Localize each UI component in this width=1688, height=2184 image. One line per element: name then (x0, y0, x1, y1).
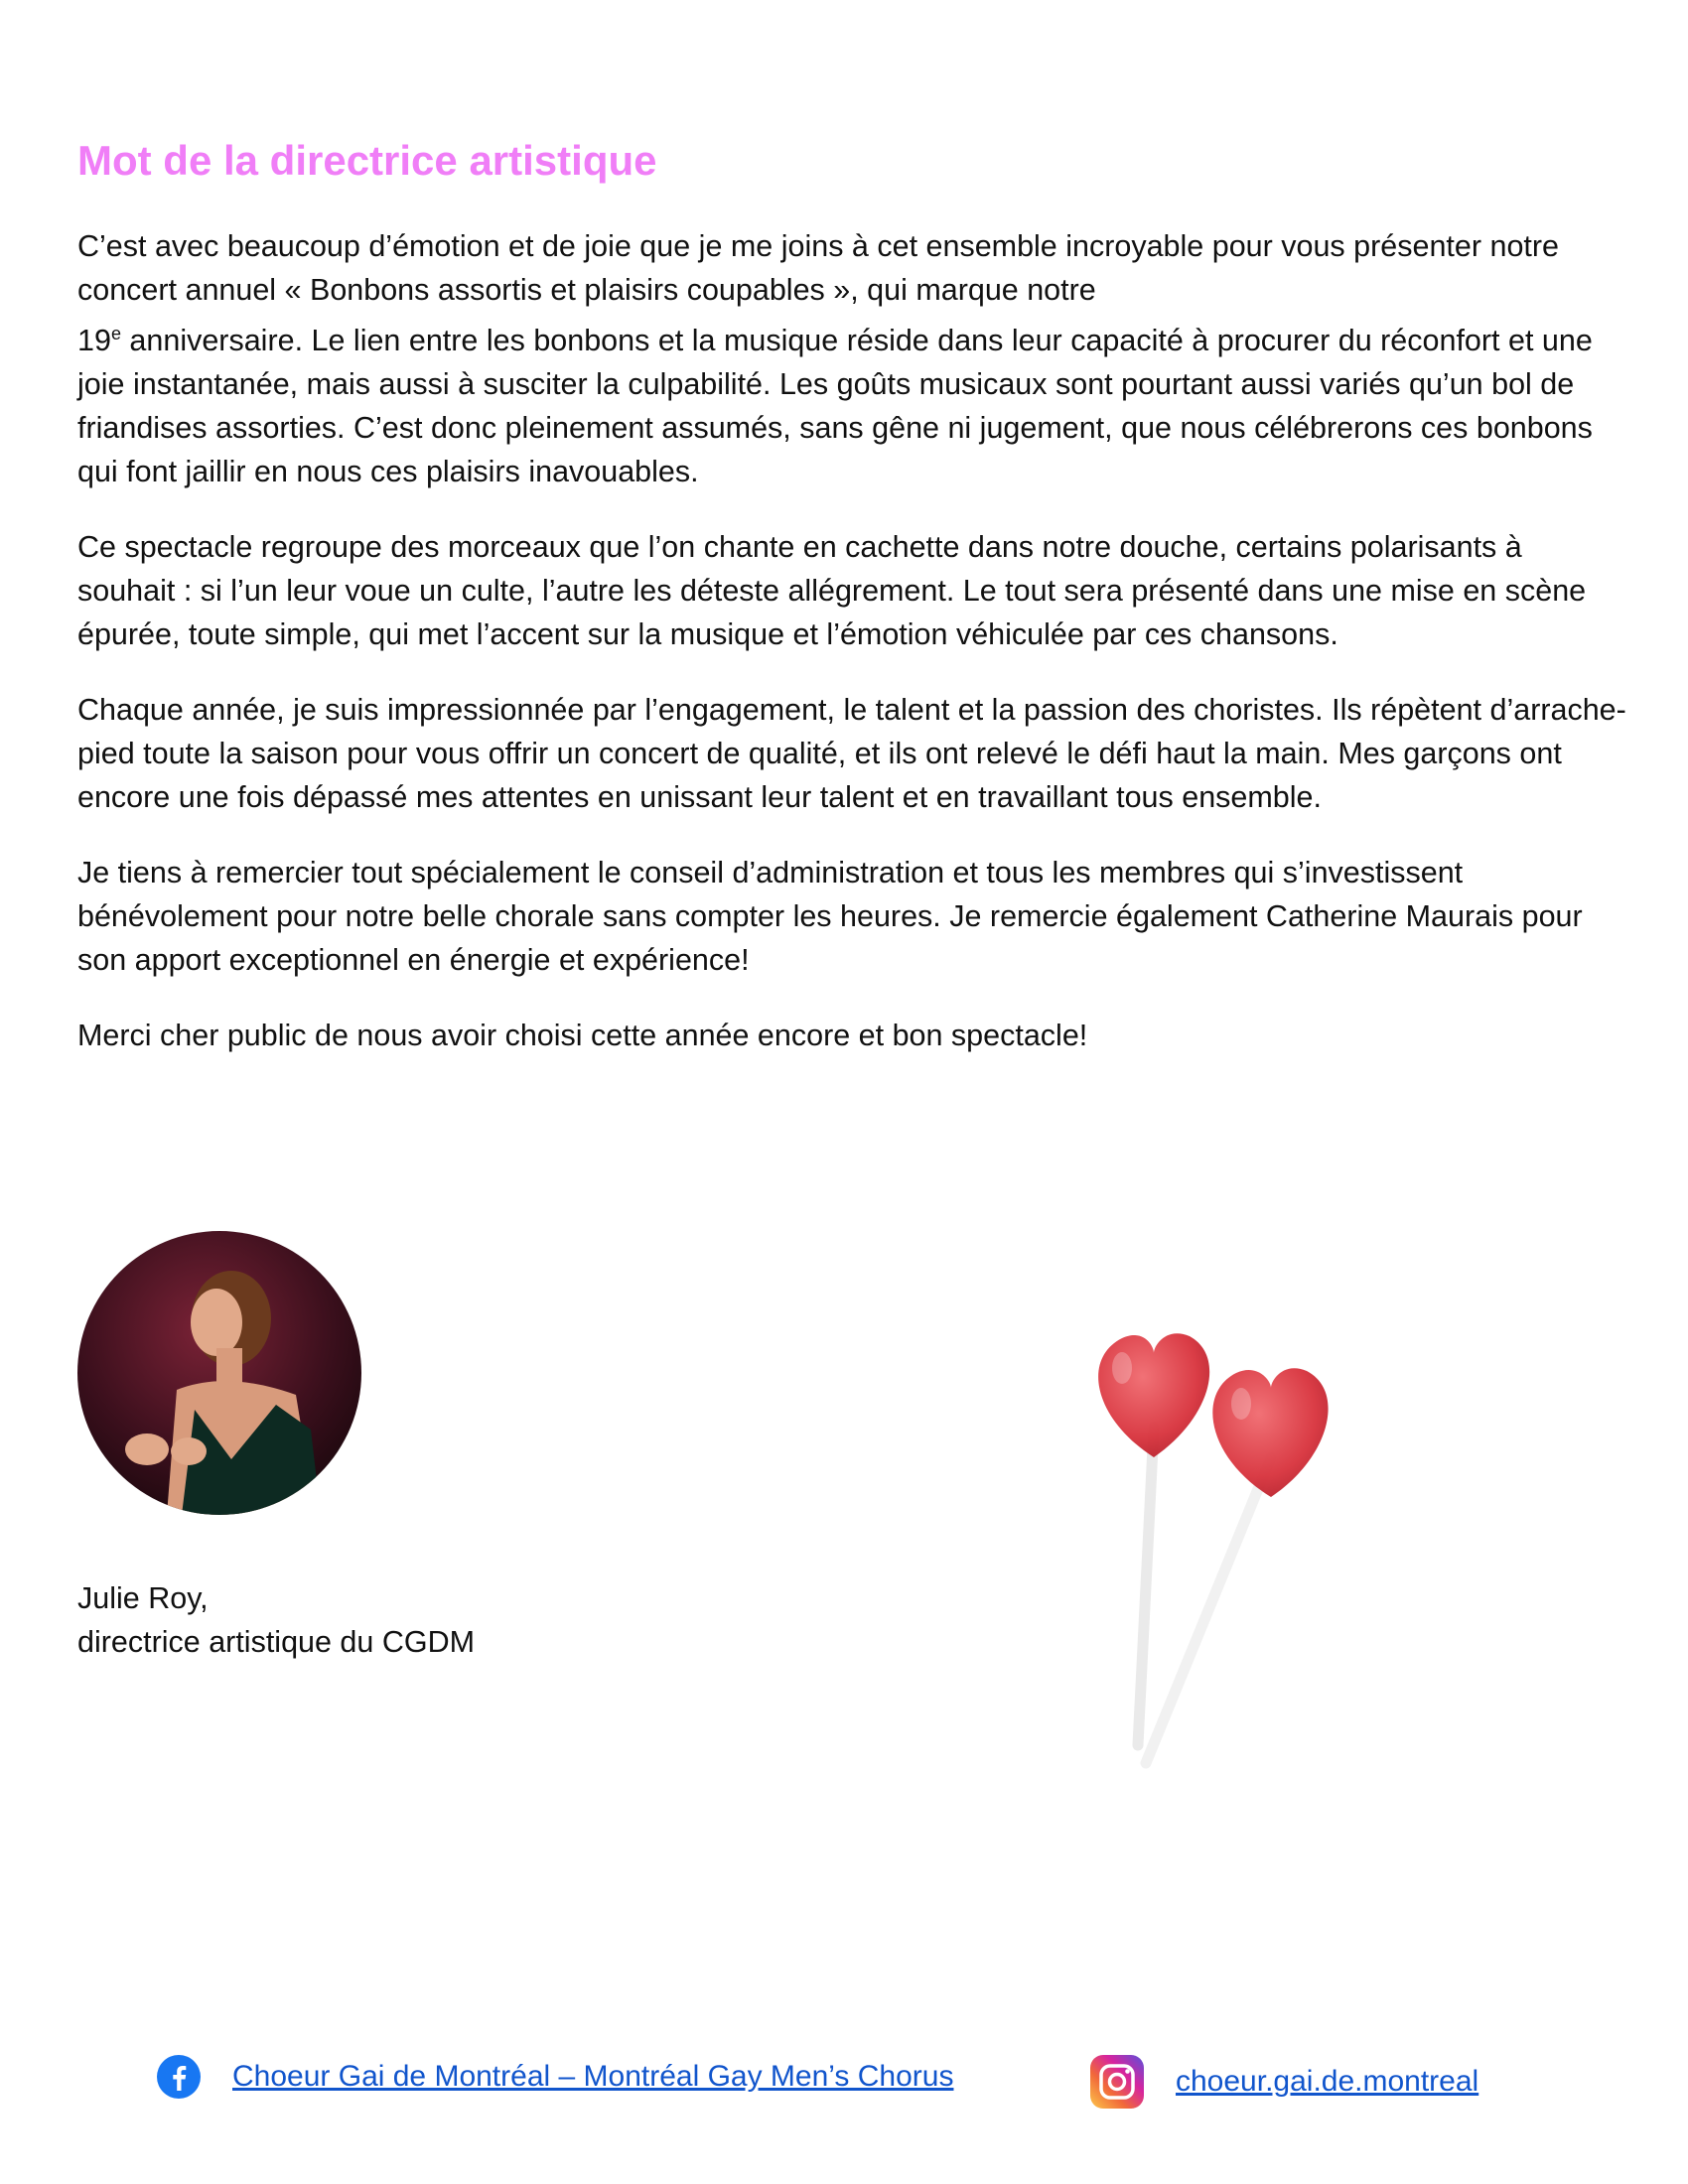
paragraph-1-start: C’est avec beaucoup d’émotion et de joie que je me joins à cet ensemble incroyable pour vous présenter notre concert annuel « Bonbons assortis et plaisirs coupables », qui marque notre (77, 229, 1559, 307)
stick-left (1138, 1428, 1154, 1745)
ordinal-suffix: e (110, 324, 121, 343)
stick-right (1146, 1457, 1271, 1763)
paragraph-2: Ce spectacle regroupe des morceaux que l’on chante en cachette dans notre douche, certains polarisants à souhait : si l’un leur voue un culte, l’autre les déteste allégrement. Le tout sera présenté dans une mise en scène épurée, toute simple, qui met l’accent sur la musique et l’émotion véhiculée par ces chansons. (77, 530, 1587, 652)
instagram-link[interactable]: choeur.gai.de.montreal (1176, 2065, 1479, 2098)
facebook-icon[interactable] (157, 2055, 201, 2099)
message-body (77, 224, 1626, 1089)
instagram-link-row[interactable] (1090, 2055, 1478, 2109)
heart-lollipops-image (1082, 1308, 1380, 1785)
signature-name: Julie Roy, (77, 1581, 209, 1615)
signature-block (77, 1576, 475, 1664)
paragraph-1-end: anniversaire. Le lien entre les bonbons et la musique réside dans leur capacité à procurer du réconfort et une joie instantanée, mais aussi à susciter la culpabilité. Les goûts musicaux sont pourtant aussi variés qu’un bol de friandises assorties. C’est donc pleinement assumés, sans gêne ni jugement, que nous célébrerons ces bonbons qui font jaillir en nous ces plaisirs inavouables. (77, 324, 1593, 489)
paragraph-5: Merci cher public de nous avoir choisi cette année encore et bon spectacle! (77, 1019, 1088, 1053)
page-title: Mot de la directrice artistique (77, 137, 657, 184)
paragraph-4: Je tiens à remercier tout spécialement le conseil d’administration et tous les membres qui s’investissent bénévolement pour notre belle chorale sans compter les heures. Je remercie également Catherine Maurais pour son apport exceptionnel en énergie et expérience! (77, 856, 1583, 978)
portrait-photo (77, 1231, 361, 1515)
paragraph-1 (77, 224, 1626, 493)
heart-right (1212, 1368, 1328, 1497)
facebook-link-row[interactable] (157, 2055, 953, 2099)
signature-role: directrice artistique du CGDM (77, 1625, 476, 1659)
heart-left (1098, 1333, 1209, 1457)
instagram-icon[interactable] (1090, 2055, 1144, 2109)
anniversary-number: 19 (77, 324, 111, 358)
lollipops-illustration (1082, 1308, 1380, 1785)
paragraph-3: Chaque année, je suis impressionnée par l’engagement, le talent et la passion des choristes. Ils répètent d’arrache-pied toute la saison pour vous offrir un concert de qualité, et ils ont relevé le défi haut la main. Mes garçons ont encore une fois dépassé mes attentes en unissant leur talent et en travaillant tous ensemble. (77, 693, 1626, 815)
facebook-link[interactable]: Choeur Gai de Montréal – Montréal Gay Men’s Chorus (232, 2060, 954, 2093)
director-portrait (77, 1231, 361, 1515)
